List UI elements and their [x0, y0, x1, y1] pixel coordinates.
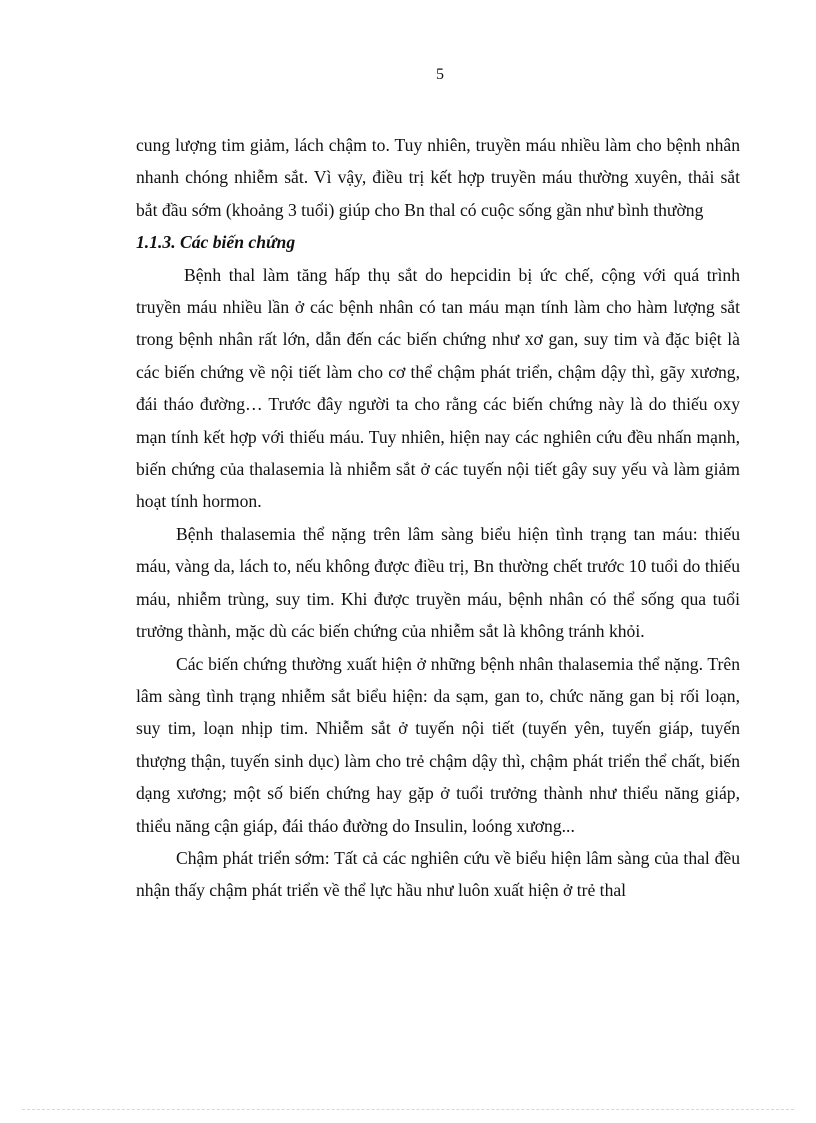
paragraph-intro: cung lượng tim giảm, lách chậm to. Tuy nhiên, truyền máu nhiều làm cho bệnh nhân nhanh chóng nhiễm sắt. Vì vậy, điều trị kết hợp truyền máu thường xuyên, thải sắt bắt đầu sớm (khoảng 3 tuổi) giúp cho Bn thal có cuộc sống gần như bình thường: [136, 135, 740, 220]
section-heading: 1.1.3. Các biến chứng: [136, 232, 296, 253]
page-number: 5: [436, 66, 444, 83]
page-footer-rule: [22, 1109, 794, 1110]
paragraph-growth-delay: Chậm phát triển sớm: Tất cả các nghiên cứu về biểu hiện lâm sàng của thal đều nhận thấy chậm phát triển về thể lực hầu như luôn xuất hiện ở trẻ thal: [136, 847, 740, 901]
document-body: [136, 129, 740, 907]
paragraph-complications: Bệnh thal làm tăng hấp thụ sắt do hepcidin bị ức chế, cộng với quá trình truyền máu nhiều lần ở các bệnh nhân có tan máu mạn tính làm cho hàm lượng sắt trong bệnh nhân rất lớn, dẫn đến các biến chứng như xơ gan, suy tim và đặc biệt là các biến chứng về nội tiết làm cho cơ thể chậm phát triển, chậm dậy thì, gãy xương, đái tháo đường… Trước đây người ta cho rằng các biến chứng này là do thiếu oxy mạn tính kết hợp với thiếu máu. Tuy nhiên, hiện nay các nghiên cứu đều nhấn mạnh, biến chứng của thalasemia là nhiễm sắt ở các tuyến nội tiết gây suy yếu và làm giảm hoạt tính hormon.: [136, 264, 740, 512]
paragraph-iron-overload: Các biến chứng thường xuất hiện ở những bệnh nhân thalasemia thể nặng. Trên lâm sàng tình trạng nhiễm sắt biểu hiện: da sạm, gan to, chức năng gan bị rối loạn, suy tim, loạn nhịp tim. Nhiễm sắt ở tuyến nội tiết (tuyến yên, tuyến giáp, tuyến thượng thận, tuyến sinh dục) làm cho trẻ chậm dậy thì, chậm phát triển thể chất, biến dạng xương; một số biến chứng hay gặp ở tuổi trưởng thành như thiểu năng giáp, thiểu năng cận giáp, đái tháo đường do Insulin, loóng xương...: [136, 653, 740, 836]
paragraph-severe-thalasemia: Bệnh thalasemia thể nặng trên lâm sàng biểu hiện tình trạng tan máu: thiếu máu, vàng da, lách to, nếu không được điều trị, Bn thường chết trước 10 tuổi do thiếu máu, nhiễm trùng, suy tim. Khi được truyền máu, bệnh nhân có thể sống qua tuổi trưởng thành, mặc dù các biến chứng của nhiễm sắt là không tránh khỏi.: [136, 523, 740, 642]
